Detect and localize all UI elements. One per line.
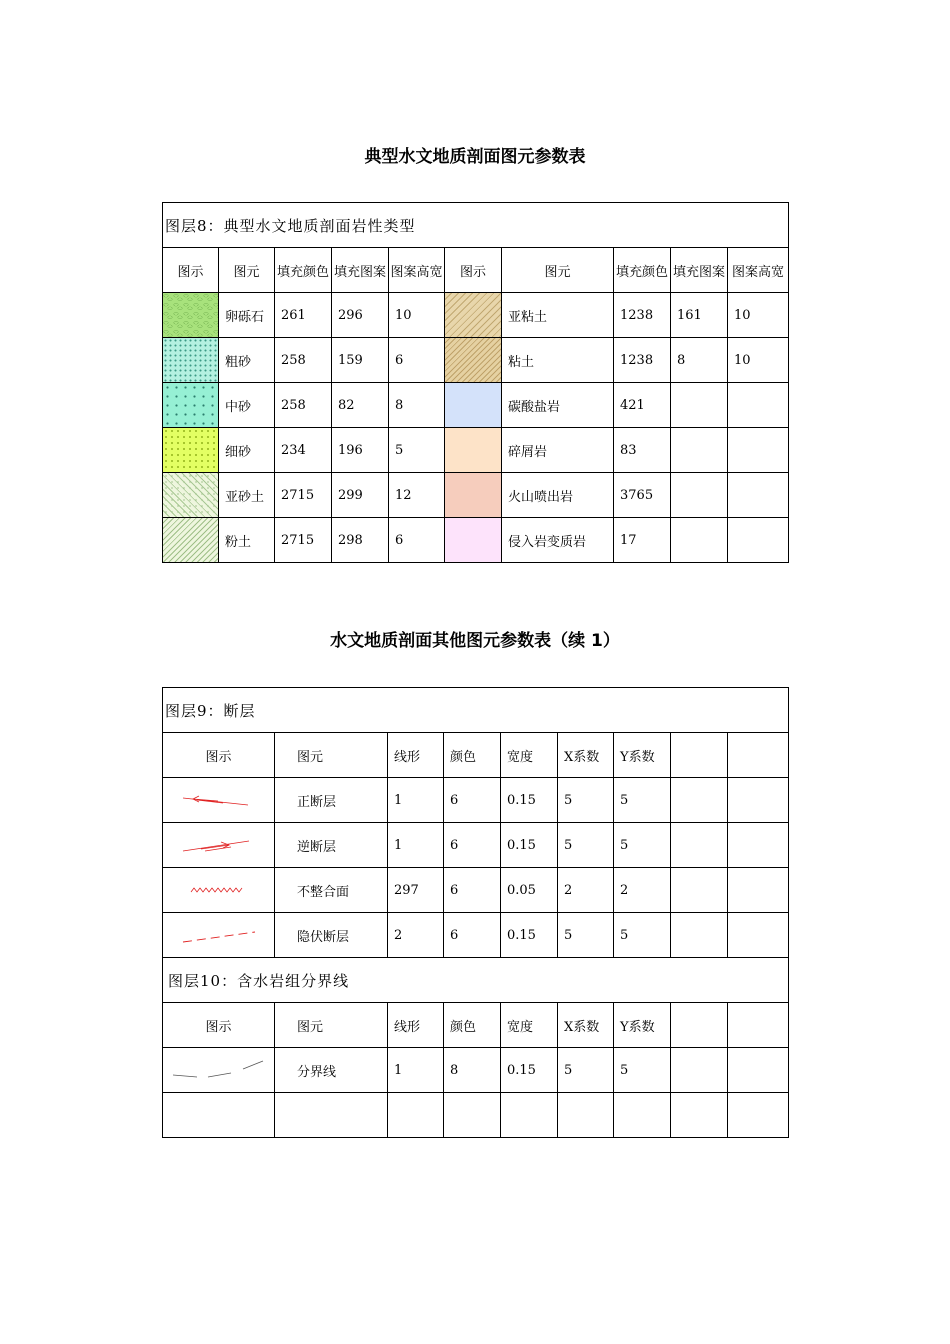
empty-cell <box>671 1003 728 1048</box>
fill-pattern: 298 <box>332 518 389 563</box>
col-header: 图案高宽 <box>389 248 445 293</box>
col-header: 填充图案 <box>332 248 389 293</box>
col-header: 图元 <box>275 733 388 778</box>
x-factor: 5 <box>558 778 614 823</box>
empty-cell <box>728 913 789 958</box>
pattern-size: 8 <box>389 383 445 428</box>
y-factor: 5 <box>614 778 671 823</box>
unconformity-icon <box>163 868 275 913</box>
col-header: 颜色 <box>444 1003 501 1048</box>
pattern-size <box>728 518 789 563</box>
table2-header-row-2 <box>163 1003 789 1048</box>
empty-row <box>163 1093 789 1138</box>
lithology-table <box>162 202 789 563</box>
empty-cell <box>671 733 728 778</box>
fill-color: 1238 <box>614 293 671 338</box>
table-row <box>163 383 789 428</box>
line-width: 0.15 <box>501 823 558 868</box>
empty-cell <box>388 1093 444 1138</box>
element-name: 亚粘土 <box>502 293 614 338</box>
col-header: 宽度 <box>501 733 558 778</box>
fill-pattern: 299 <box>332 473 389 518</box>
color-code: 6 <box>444 913 501 958</box>
fill-pattern: 159 <box>332 338 389 383</box>
element-name: 正断层 <box>275 778 388 823</box>
element-name: 逆断层 <box>275 823 388 868</box>
element-name: 分界线 <box>275 1048 388 1093</box>
table1-caption: 图层8：典型水文地质剖面岩性类型 <box>163 203 789 248</box>
col-header: 图元 <box>502 248 614 293</box>
empty-cell <box>163 1093 275 1138</box>
empty-cell <box>671 868 728 913</box>
fill-color: 3765 <box>614 473 671 518</box>
element-name: 火山喷出岩 <box>502 473 614 518</box>
pattern-size: 5 <box>389 428 445 473</box>
empty-cell <box>671 1048 728 1093</box>
pattern-size: 10 <box>389 293 445 338</box>
empty-cell <box>614 1093 671 1138</box>
pattern-size: 12 <box>389 473 445 518</box>
table1-header-row <box>163 248 789 293</box>
x-factor: 5 <box>558 1048 614 1093</box>
element-name: 不整合面 <box>275 868 388 913</box>
pattern-size <box>728 473 789 518</box>
clastic-fill-swatch <box>445 428 501 472</box>
table-row <box>163 868 789 913</box>
empty-cell <box>728 1003 789 1048</box>
element-name: 隐伏断层 <box>275 913 388 958</box>
fill-pattern: 82 <box>332 383 389 428</box>
empty-cell <box>671 823 728 868</box>
empty-cell <box>728 778 789 823</box>
color-code: 6 <box>444 823 501 868</box>
doc-title-2: 水文地质剖面其他图元参数表（续 1） <box>330 631 620 651</box>
pattern-size: 10 <box>728 293 789 338</box>
y-factor: 5 <box>614 1048 671 1093</box>
line-width: 0.15 <box>501 778 558 823</box>
carbonate-fill-swatch <box>445 383 501 427</box>
pattern-size: 6 <box>389 338 445 383</box>
table-row <box>163 778 789 823</box>
fill-color: 234 <box>275 428 332 473</box>
silty-clay-pattern-swatch <box>445 293 501 337</box>
element-name: 卵砾石 <box>219 293 275 338</box>
coarse-sand-pattern-swatch <box>163 338 218 382</box>
col-header: 线形 <box>388 733 444 778</box>
col-header: X系数 <box>558 1003 614 1048</box>
table-row <box>163 913 789 958</box>
element-name: 侵入岩变质岩 <box>502 518 614 563</box>
y-factor: 2 <box>614 868 671 913</box>
fill-color: 83 <box>614 428 671 473</box>
y-factor: 5 <box>614 913 671 958</box>
col-header: 颜色 <box>444 733 501 778</box>
fine-sand-pattern-swatch <box>163 428 218 472</box>
fill-pattern <box>671 383 728 428</box>
empty-cell <box>671 778 728 823</box>
fill-color: 258 <box>275 383 332 428</box>
col-header: 图元 <box>275 1003 388 1048</box>
col-header: 线形 <box>388 1003 444 1048</box>
medium-sand-pattern-swatch <box>163 383 218 427</box>
other-elements-table <box>162 687 789 1138</box>
pattern-size <box>728 383 789 428</box>
y-factor: 5 <box>614 823 671 868</box>
empty-cell <box>728 823 789 868</box>
color-code: 6 <box>444 868 501 913</box>
fill-pattern: 8 <box>671 338 728 383</box>
element-name: 中砂 <box>219 383 275 428</box>
color-code: 8 <box>444 1048 501 1093</box>
col-header: 图示 <box>163 1003 275 1048</box>
col-header: 填充颜色 <box>614 248 671 293</box>
color-code: 6 <box>444 778 501 823</box>
col-header: X系数 <box>558 733 614 778</box>
table-row <box>163 428 789 473</box>
element-name: 粘土 <box>502 338 614 383</box>
col-header: Y系数 <box>614 733 671 778</box>
col-header: 填充颜色 <box>275 248 332 293</box>
empty-cell <box>671 913 728 958</box>
fill-color: 261 <box>275 293 332 338</box>
table-row <box>163 823 789 868</box>
pattern-size: 10 <box>728 338 789 383</box>
doc-title-1: 典型水文地质剖面图元参数表 <box>364 147 586 167</box>
table2-caption-2: 图层10：含水岩组分界线 <box>163 958 789 1003</box>
empty-cell <box>501 1093 558 1138</box>
table-row <box>163 473 789 518</box>
empty-cell <box>728 1093 789 1138</box>
fill-pattern: 196 <box>332 428 389 473</box>
col-header: 图示 <box>163 248 219 293</box>
fill-color: 2715 <box>275 473 332 518</box>
fill-color: 258 <box>275 338 332 383</box>
reverse-fault-icon <box>163 823 275 868</box>
fill-color: 421 <box>614 383 671 428</box>
volcanic-fill-swatch <box>445 473 501 517</box>
pattern-size: 6 <box>389 518 445 563</box>
table2-caption: 图层9：断层 <box>163 688 789 733</box>
concealed-fault-icon <box>163 913 275 958</box>
empty-cell <box>671 1093 728 1138</box>
table-row <box>163 1048 789 1093</box>
line-type: 1 <box>388 1048 444 1093</box>
fill-color: 17 <box>614 518 671 563</box>
element-name: 碎屑岩 <box>502 428 614 473</box>
empty-cell <box>275 1093 388 1138</box>
clay-pattern-swatch <box>445 338 501 382</box>
col-header: 图示 <box>163 733 275 778</box>
gravel-pattern-swatch <box>163 293 218 337</box>
normal-fault-icon <box>163 778 275 823</box>
col-header: 图示 <box>445 248 502 293</box>
col-header: 图元 <box>219 248 275 293</box>
table-row <box>163 518 789 563</box>
col-header: Y系数 <box>614 1003 671 1048</box>
element-name: 粉土 <box>219 518 275 563</box>
empty-cell <box>728 868 789 913</box>
line-type: 1 <box>388 778 444 823</box>
element-name: 细砂 <box>219 428 275 473</box>
pattern-size <box>728 428 789 473</box>
fill-color: 1238 <box>614 338 671 383</box>
col-header: 宽度 <box>501 1003 558 1048</box>
fill-pattern <box>671 473 728 518</box>
line-width: 0.15 <box>501 913 558 958</box>
element-name: 亚砂土 <box>219 473 275 518</box>
sandy-loam-pattern-swatch <box>163 473 218 517</box>
fill-pattern: 161 <box>671 293 728 338</box>
x-factor: 2 <box>558 868 614 913</box>
boundary-line-icon <box>163 1048 275 1093</box>
fill-pattern: 296 <box>332 293 389 338</box>
line-type: 297 <box>388 868 444 913</box>
line-width: 0.15 <box>501 1048 558 1093</box>
table2-header-row <box>163 733 789 778</box>
table-row <box>163 338 789 383</box>
element-name: 粗砂 <box>219 338 275 383</box>
empty-cell <box>444 1093 501 1138</box>
line-width: 0.05 <box>501 868 558 913</box>
col-header: 填充图案 <box>671 248 728 293</box>
silt-pattern-swatch <box>163 518 218 562</box>
line-type: 1 <box>388 823 444 868</box>
intrusive-fill-swatch <box>445 518 501 562</box>
fill-pattern <box>671 518 728 563</box>
empty-cell <box>728 1048 789 1093</box>
empty-cell <box>558 1093 614 1138</box>
col-header: 图案高宽 <box>728 248 789 293</box>
x-factor: 5 <box>558 913 614 958</box>
fill-color: 2715 <box>275 518 332 563</box>
line-type: 2 <box>388 913 444 958</box>
empty-cell <box>728 733 789 778</box>
fill-pattern <box>671 428 728 473</box>
x-factor: 5 <box>558 823 614 868</box>
element-name: 碳酸盐岩 <box>502 383 614 428</box>
table-row <box>163 293 789 338</box>
